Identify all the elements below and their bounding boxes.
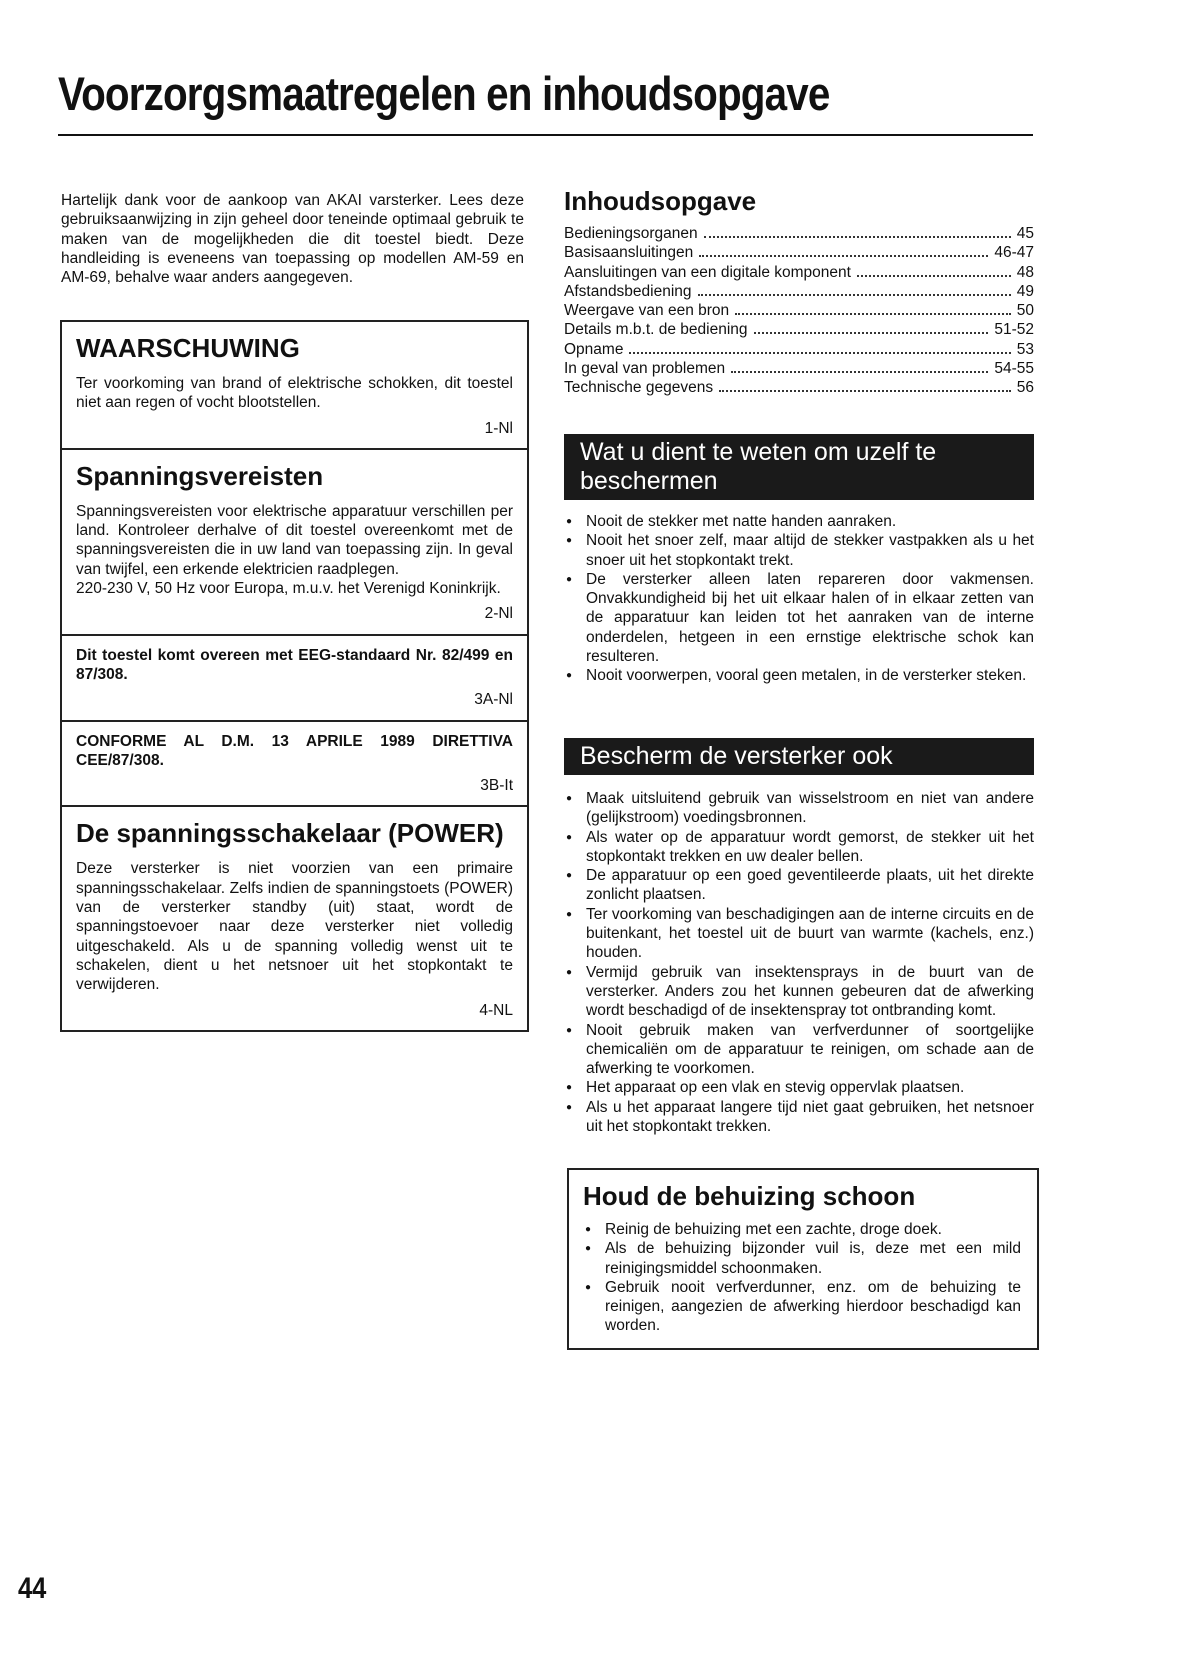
conforme-text: CONFORME AL D.M. 13 APRILE 1989 DIRETTIVA CEE/87/308.: [76, 732, 513, 769]
toc-label: Opname: [564, 340, 624, 358]
list-item: ● Maak uitsluitend gebruik van wisselstroom en niet van andere (gelijkstroom) voedingsbronnen.: [564, 789, 1034, 828]
toc-leader: [731, 371, 988, 373]
list-item: ● Vermijd gebruik van insektensprays in de buurt van de versterker. Anders zou het kunnen gebeuren dat de afwerking wordt beschadigd of de insektenspray tot ontbranding komt.: [564, 963, 1034, 1021]
power-box: [62, 807, 527, 1029]
toc-leader: [704, 236, 1011, 238]
conforme-code: 3B-It: [480, 777, 513, 795]
page-title: Voorzorgsmaatregelen en inhoudsopgave: [58, 67, 830, 120]
warning-box: [62, 322, 527, 450]
list-item: ● Nooit voorwerpen, vooral geen metalen, in de versterker steken.: [564, 666, 1034, 685]
eeg-box: [62, 636, 527, 722]
voltage-spec: 220-230 V, 50 Hz voor Europa, m.u.v. het Verenigd Koninkrijk.: [76, 580, 501, 598]
toc-label: Technische gegevens: [564, 379, 714, 397]
toc-item: [564, 340, 1034, 359]
toc-item: [564, 378, 1034, 397]
power-heading: De spanningsschakelaar (POWER): [76, 818, 504, 849]
toc-item: [564, 282, 1034, 301]
title-rule: [58, 134, 1033, 136]
toc-leader: [735, 313, 1011, 315]
toc-label: Bedieningsorganen: [564, 225, 698, 242]
list-item: ● De versterker alleen laten repareren door vakmensen. Onvakkundigheid bij het uit elkaar halen of in elkaar zetten van de apparatuur kan leiden tot het aanraken van de interne onderdelen, hetgeen in een ernstige elektrische schok kan resulteren.: [564, 570, 1034, 666]
voltage-code: 2-Nl: [484, 605, 513, 623]
protect-self-list: [564, 512, 1034, 686]
warning-code: 1-Nl: [484, 419, 513, 437]
housing-box: [567, 1168, 1039, 1350]
toc-page: 50: [1016, 302, 1034, 320]
page-number: 44: [18, 1572, 47, 1605]
list-item: ● Nooit het snoer zelf, maar altijd de stekker vastpakken als u het snoer uit het stopkontakt trekt.: [564, 531, 1034, 570]
toc-page: 56: [1016, 379, 1034, 397]
list-item: ● Nooit gebruik maken van verfverdunner of soortgelijke chemicaliën om de apparatuur te reinigen, om schade aan de afwerking te voorkomen.: [564, 1021, 1034, 1079]
toc-item: [564, 320, 1034, 339]
housing-heading: Houd de behuizing schoon: [583, 1181, 916, 1211]
toc-leader: [698, 294, 1011, 296]
toc-page: 48: [1016, 263, 1034, 281]
toc-list: [564, 224, 1034, 398]
housing-list: [583, 1220, 1021, 1336]
toc-page: 54-55: [994, 360, 1034, 378]
toc-item: [564, 359, 1034, 378]
toc-leader: [754, 332, 989, 334]
toc-leader: [857, 275, 1011, 277]
toc-page: 53: [1016, 340, 1034, 358]
toc-label: Weergave van een bron: [564, 302, 730, 320]
list-item: ● Gebruik nooit verfverdunner, enz. om de behuizing te reinigen, aangezien de afwerking hierdoor beschadigd kan worden.: [583, 1278, 1021, 1336]
list-item: ● Reinig de behuizing met een zachte, droge doek.: [583, 1220, 1021, 1239]
warning-text: Ter voorkoming van brand of elektrische schokken, dit toestel niet aan regen of vocht blootstellen.: [76, 375, 513, 412]
voltage-heading: Spanningsvereisten: [76, 460, 324, 491]
toc-label: Afstandsbediening: [564, 282, 692, 300]
list-item: ● Als water op de apparatuur wordt gemorst, de stekker uit het stopkontakt trekken en uw dealer bellen.: [564, 828, 1034, 867]
toc-item: [564, 263, 1034, 282]
toc-heading: Inhoudsopgave: [564, 186, 757, 216]
toc-page: 45: [1016, 225, 1034, 242]
toc-page: 51-52: [994, 321, 1034, 339]
protect-self-heading: Wat u dient te weten om uzelf te beschermen: [564, 434, 1034, 500]
protect-amp-section: [564, 738, 1034, 1136]
list-item: ● Nooit de stekker met natte handen aanraken.: [564, 512, 1034, 531]
toc-item: [564, 301, 1034, 320]
conforme-box: [62, 722, 527, 808]
toc-leader: [719, 390, 1011, 392]
protect-self-section: [564, 434, 1034, 686]
toc-item: [564, 243, 1034, 262]
toc-page: 49: [1016, 282, 1034, 300]
list-item: ● Ter voorkoming van beschadigingen aan de interne circuits en de buitenkant, het toestel uit de buurt van warmte (kachels, enz.) houden.: [564, 905, 1034, 963]
toc-section: [564, 184, 1034, 398]
toc-item: [564, 224, 1034, 243]
protect-amp-heading: Bescherm de versterker ook: [564, 738, 1034, 775]
list-item: ● Het apparaat op een vlak en stevig oppervlak plaatsen.: [564, 1078, 1034, 1097]
list-item: ● Als de behuizing bijzonder vuil is, deze met een mild reinigingsmiddel schoonmaken.: [583, 1239, 1021, 1278]
toc-label: In geval van problemen: [564, 360, 726, 378]
intro-paragraph: Hartelijk dank voor de aankoop van AKAI varsterker. Lees deze gebruiksaanwijzing in zijn geheel door teneinde optimaal gebruik te maken van de mogelijkheden die dit toestel biedt. Deze handleiding is eveneens van toepassing op modellen AM-59 en AM-69, behalve waar anders aangegeven.: [61, 192, 524, 287]
power-code: 4-NL: [479, 1001, 513, 1019]
toc-leader: [629, 352, 1010, 354]
voltage-box: [62, 450, 527, 636]
precautions-column: [60, 320, 529, 1032]
protect-amp-list: [564, 789, 1034, 1136]
voltage-text: Spanningsvereisten voor elektrische apparatuur verschillen per land. Kontroleer derhalve of dit toestel overeenkomt met de spanningsvereisten die in uw land van toepassing zijn. In geval van twijfel, een erkende elektricien raadplegen.: [76, 502, 513, 578]
list-item: ● Als u het apparaat langere tijd niet gaat gebruiken, het netsnoer uit het stopkontakt trekken.: [564, 1098, 1034, 1137]
toc-page: 46-47: [994, 244, 1034, 262]
eeg-code: 3A-Nl: [474, 691, 513, 709]
toc-leader: [699, 255, 988, 257]
eeg-text: Dit toestel komt overeen met EEG-standaard Nr. 82/499 en 87/308.: [76, 646, 513, 683]
toc-label: Basisaansluitingen: [564, 244, 694, 262]
list-item: ● De apparatuur op een goed geventileerde plaats, uit het direkte zonlicht plaatsen.: [564, 866, 1034, 905]
toc-label: Details m.b.t. de bediening: [564, 321, 748, 339]
power-text: Deze versterker is niet voorzien van een primaire spanningsschakelaar. Zelfs indien de spanningstoets (POWER) van de versterker standby (uit) staat, wordt de spanningstoevoer naar deze versterker niet volledig uitgeschakeld. Als u de spanning volledig wenst uit te schakelen, dient u het netsnoer uit het stopkontakt te verwijderen.: [76, 860, 513, 994]
toc-label: Aansluitingen van een digitale komponent: [564, 263, 851, 281]
warning-heading: WAARSCHUWING: [76, 333, 300, 363]
